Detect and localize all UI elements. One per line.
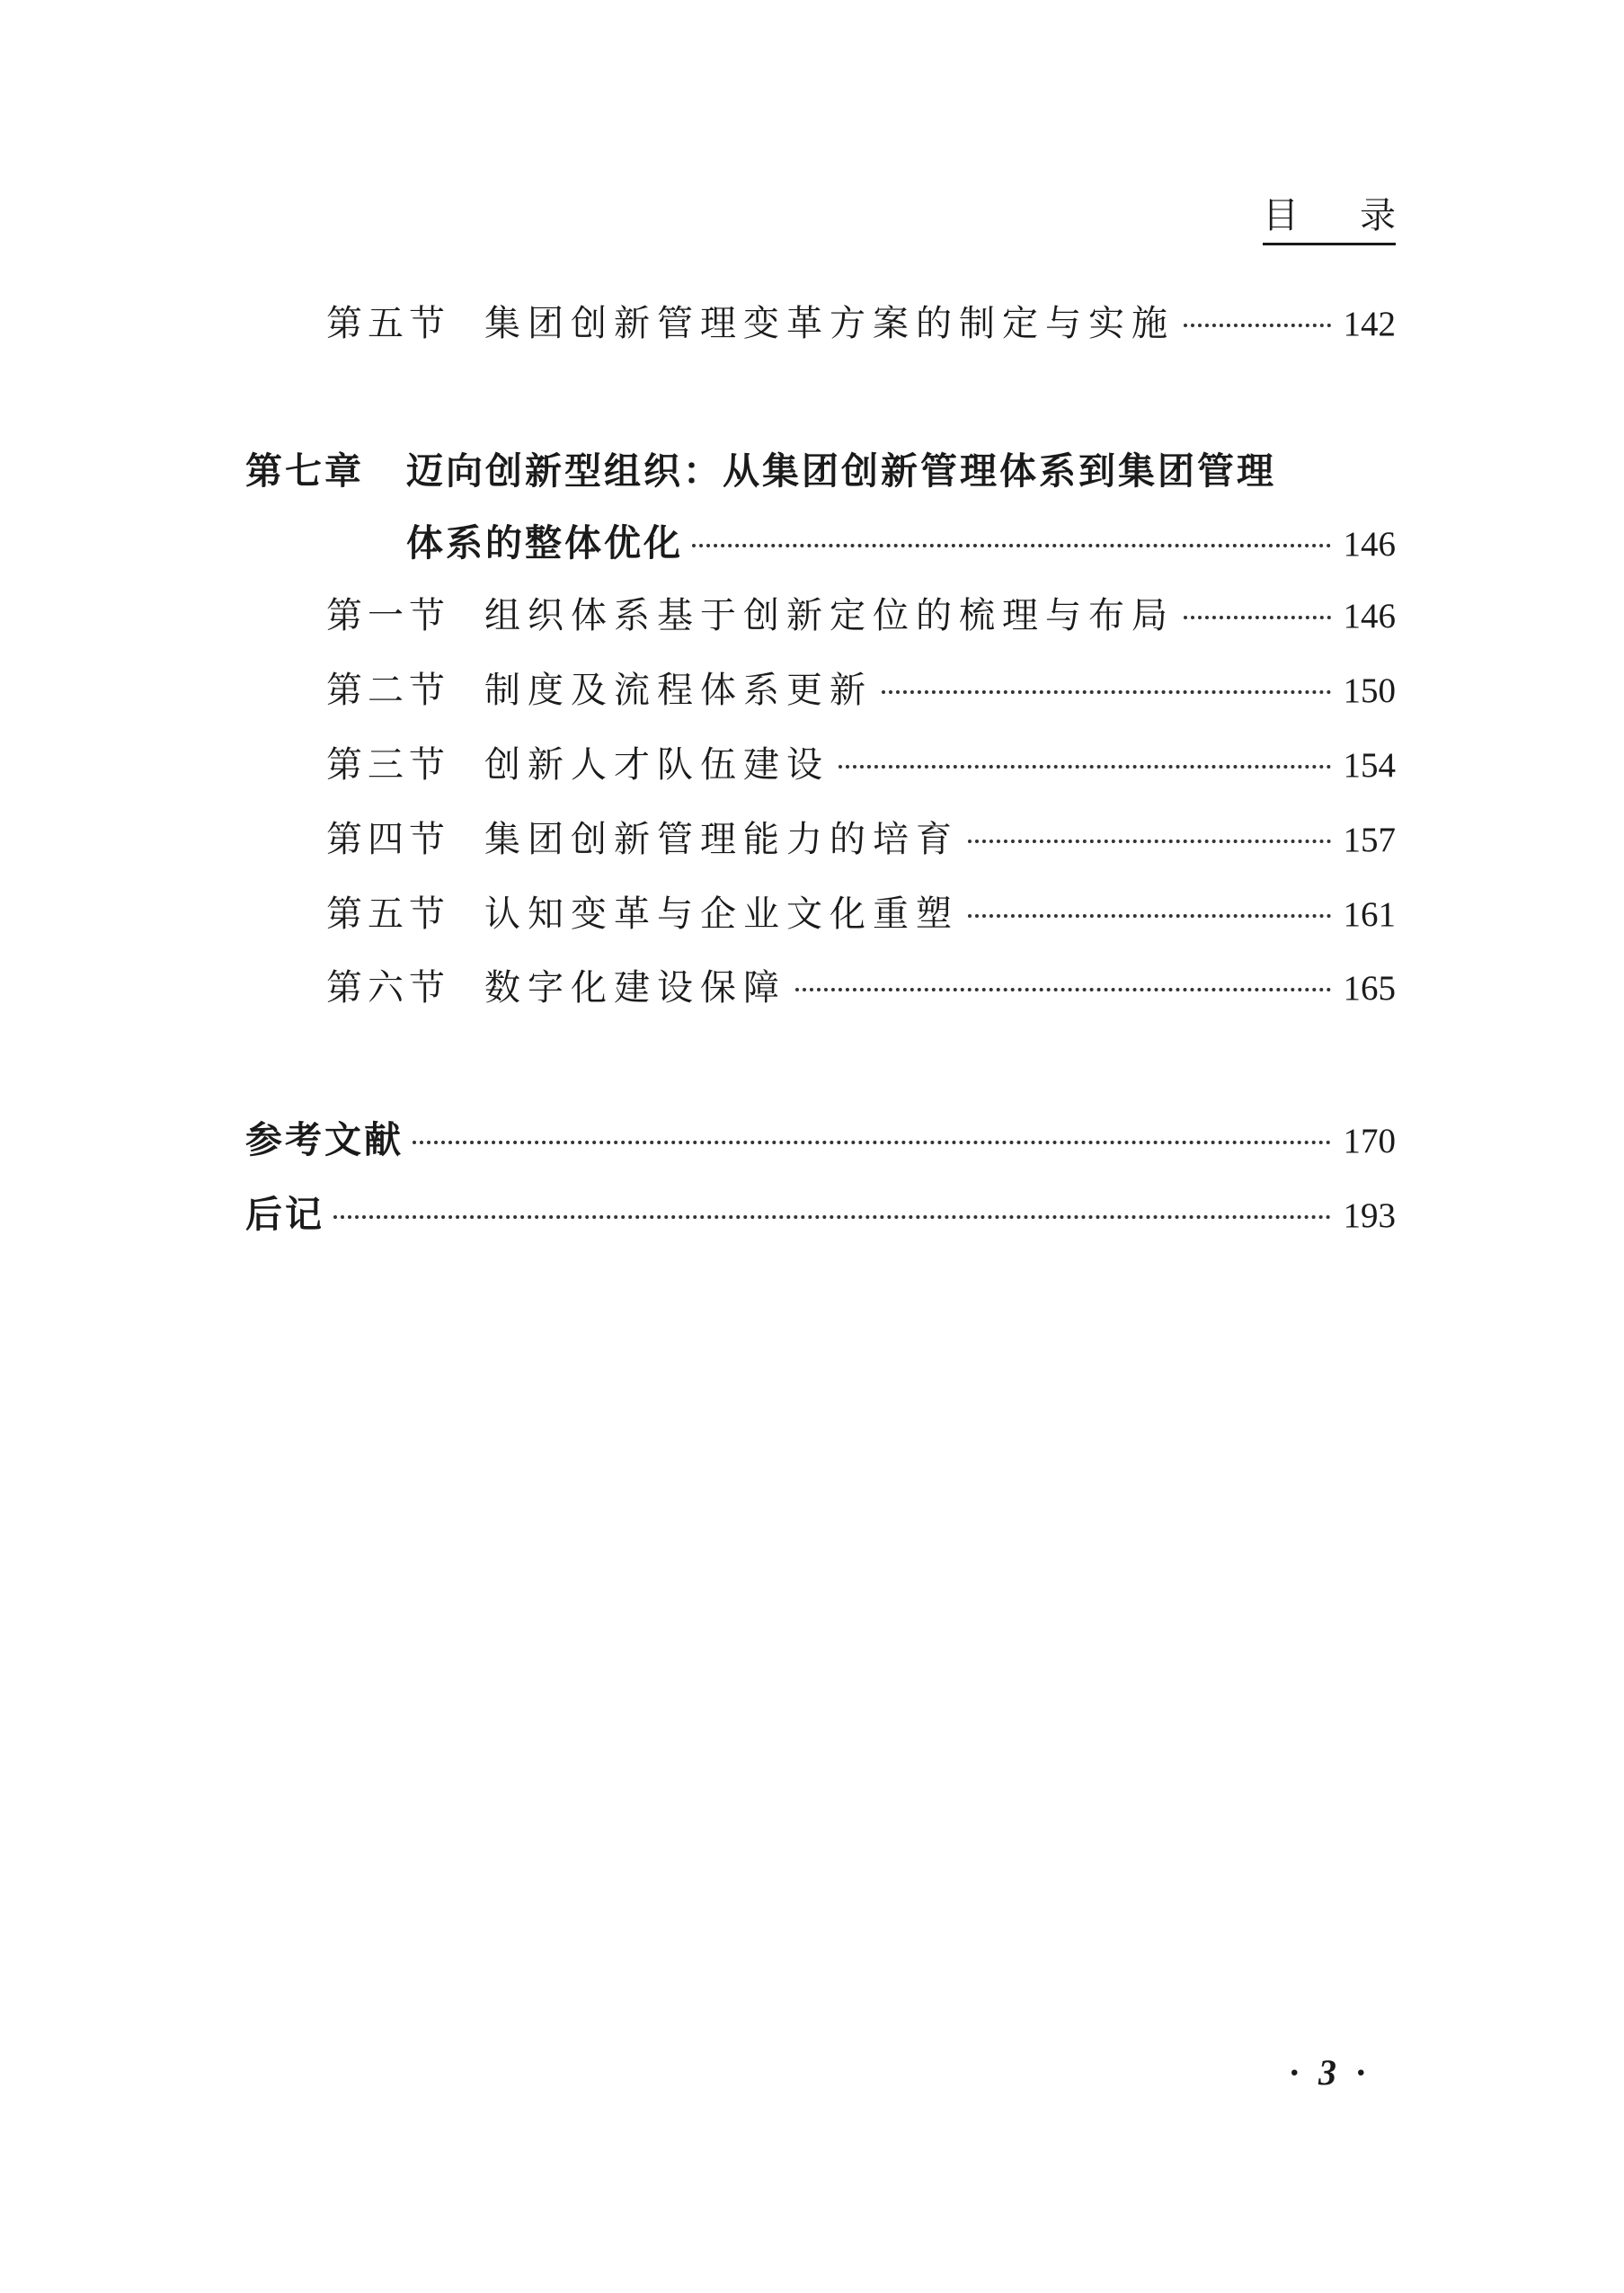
- section-title: 数字化建设保障: [484, 967, 786, 1009]
- dot-leader: [1184, 324, 1331, 327]
- page-number: 161: [1343, 895, 1396, 934]
- header-right-char: 录: [1360, 195, 1396, 236]
- header-left-char: 目: [1263, 195, 1299, 236]
- toc-entry-afterword[interactable]: [245, 1185, 1396, 1239]
- section-label: 第五节: [326, 893, 450, 935]
- section-title: 认知变革与企业文化重塑: [484, 893, 959, 935]
- chapter-label: 第七章: [245, 449, 364, 493]
- page-number: 142: [1343, 305, 1396, 343]
- page-number: 146: [1343, 597, 1396, 635]
- running-header: [1263, 193, 1396, 245]
- section-title: 集团创新管理能力的培育: [484, 819, 959, 860]
- dot-leader: [882, 690, 1331, 694]
- section-title: 组织体系基于创新定位的梳理与布局: [484, 595, 1175, 636]
- section-label: 第五节: [326, 303, 450, 344]
- section-title: 创新人才队伍建设: [484, 744, 830, 786]
- page-number: 157: [1343, 821, 1396, 859]
- page-number: 193: [1343, 1196, 1396, 1235]
- section-label: 第六节: [326, 967, 450, 1009]
- section-label: 第三节: [326, 744, 450, 786]
- dot-leader: [413, 1141, 1331, 1144]
- section-title: 制度及流程体系更新: [484, 670, 873, 711]
- dot-leader: [1184, 616, 1331, 619]
- chapter-title-line2: 体系的整体优化: [406, 521, 683, 564]
- toc-entry-section-5-prev[interactable]: [326, 295, 1396, 349]
- dot-leader: [968, 914, 1331, 918]
- dot-leader: [968, 840, 1331, 843]
- toc-entry-references[interactable]: [245, 1110, 1396, 1164]
- toc-entry-chapter-7-cont[interactable]: [406, 513, 1396, 567]
- toc-entry-chapter-7[interactable]: [245, 441, 1396, 495]
- dot-leader: [333, 1215, 1331, 1219]
- dot-leader: [692, 544, 1331, 547]
- page-folio: · 3 ·: [1290, 2052, 1371, 2093]
- page-number: 154: [1343, 746, 1396, 785]
- toc-entry-section-5[interactable]: [326, 885, 1396, 939]
- toc-entry-section-4[interactable]: [326, 811, 1396, 865]
- toc-entry-section-1[interactable]: [326, 587, 1396, 641]
- toc-entry-section-6[interactable]: [326, 959, 1396, 1013]
- toc-entry-section-3[interactable]: [326, 736, 1396, 790]
- references-title: 参考文献: [245, 1118, 404, 1161]
- afterword-title: 后记: [245, 1193, 324, 1236]
- section-label: 第一节: [326, 595, 450, 636]
- page-number: 170: [1343, 1122, 1396, 1160]
- page-number: 150: [1343, 671, 1396, 710]
- dot-leader: [839, 765, 1331, 769]
- toc-entry-section-2[interactable]: [326, 662, 1396, 715]
- chapter-title-line1: 迈向创新型组织：从集团创新管理体系到集团管理: [406, 449, 1276, 493]
- section-title: 集团创新管理变革方案的制定与实施: [484, 303, 1175, 344]
- page-number: 146: [1343, 525, 1396, 564]
- dot-leader: [795, 988, 1331, 991]
- page-number: 165: [1343, 969, 1396, 1008]
- section-label: 第二节: [326, 670, 450, 711]
- section-label: 第四节: [326, 819, 450, 860]
